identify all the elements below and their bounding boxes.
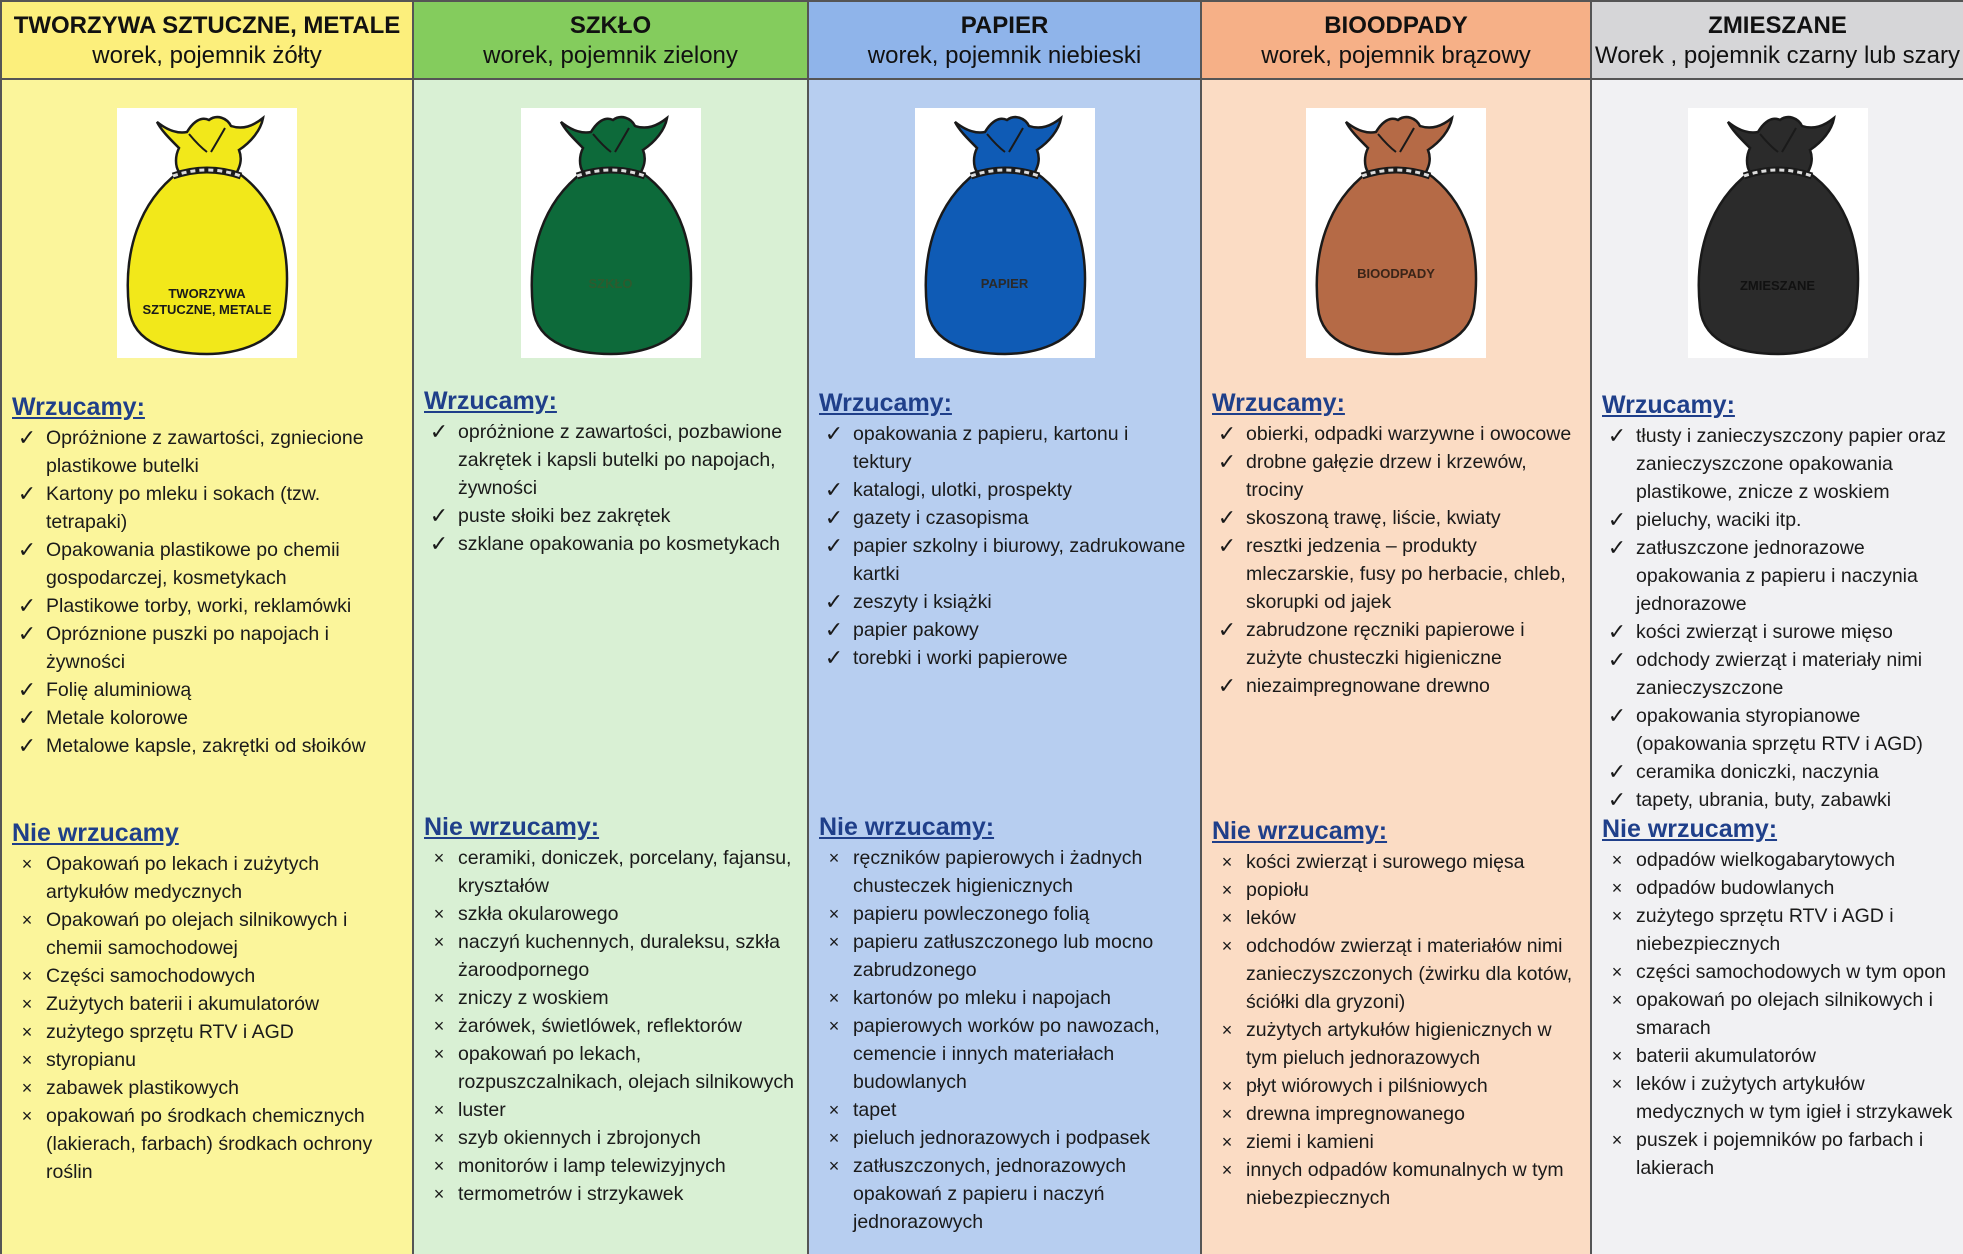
column-title: ZMIESZANE <box>1708 12 1847 39</box>
checkmark-icon: ✓ <box>824 477 844 502</box>
list-item <box>424 1180 799 1208</box>
checkmark-icon: ✓ <box>17 621 37 646</box>
bag-label: ZMIESZANE <box>1739 278 1816 293</box>
cross-icon: × <box>21 1078 33 1098</box>
list-item-text: opakowania z papieru, kartonu i tektury <box>853 423 1129 473</box>
cross-icon: × <box>433 1184 445 1204</box>
column-title: PAPIER <box>960 12 1049 39</box>
list-item <box>1602 758 1955 786</box>
list-item-text: Plastikowe torby, worki, reklamówki <box>46 595 352 617</box>
list-item <box>424 928 799 984</box>
checkmark-icon: ✓ <box>429 419 449 444</box>
cross-icon: × <box>433 904 445 924</box>
list-item-text: zabawek plastikowych <box>46 1077 239 1099</box>
list-item <box>424 1040 799 1096</box>
list-item <box>1602 846 1955 874</box>
column-plastics-metals <box>0 0 414 1254</box>
cross-icon: × <box>1611 1130 1623 1150</box>
checkmark-icon: ✓ <box>1607 647 1627 672</box>
black-bag-icon <box>1688 108 1868 358</box>
rejected-section <box>1602 814 1955 1182</box>
list-item-text: opróżnione z zawartości, pozbawione zakrętek i kapsli butelki po napojach, żywności <box>458 421 783 499</box>
list-item-text: zabrudzone ręczniki papierowe i zużyte chusteczki higieniczne <box>1246 619 1525 669</box>
rejected-section <box>424 812 799 1208</box>
list-item <box>424 984 799 1012</box>
checkmark-icon: ✓ <box>17 425 37 450</box>
list-item <box>12 620 404 676</box>
list-item <box>424 1096 799 1124</box>
rejected-heading: Nie wrzucamy <box>12 819 179 847</box>
list-item <box>424 418 799 502</box>
list-item <box>1602 786 1955 814</box>
list-item <box>1212 1072 1582 1100</box>
list-item-text: pieluchy, waciki itp. <box>1636 509 1802 531</box>
list-item-text: torebki i worki papierowe <box>853 647 1068 669</box>
yellow-bag-icon <box>117 108 297 358</box>
checkmark-icon: ✓ <box>1607 423 1627 448</box>
column-paper <box>809 0 1202 1254</box>
rejected-heading: Nie wrzucamy: <box>1212 817 1388 845</box>
list-item-text: drobne gałęzie drzew i krzewów, trociny <box>1246 451 1527 501</box>
checkmark-icon: ✓ <box>824 533 844 558</box>
bag-label: BIOODPADY <box>1357 266 1435 281</box>
checkmark-icon: ✓ <box>17 705 37 730</box>
checkmark-icon: ✓ <box>1217 673 1237 698</box>
checkmark-icon: ✓ <box>824 505 844 530</box>
list-item-text: Opakowań po lekach i zużytych artykułów medycznych <box>46 853 320 903</box>
list-item-text: odpadów budowlanych <box>1636 877 1835 899</box>
list-item-text: Kartony po mleku i sokach (tzw. tetrapaki) <box>46 483 321 533</box>
list-item <box>424 1012 799 1040</box>
list-item-text: płyt wiórowych i pilśniowych <box>1246 1075 1488 1097</box>
list-item-text: drewna impregnowanego <box>1246 1103 1465 1125</box>
checkmark-icon: ✓ <box>1607 535 1627 560</box>
list-item <box>1602 702 1955 758</box>
accepted-section <box>819 388 1192 672</box>
list-item <box>1212 672 1582 700</box>
accepted-heading: Wrzucamy: <box>1602 391 1735 419</box>
list-item <box>1212 904 1582 932</box>
column-mixed <box>1592 0 1963 1254</box>
list-item-text: ziemi i kamieni <box>1246 1131 1374 1153</box>
bag-label: TWORZYWA SZTUCZNE, METALE <box>142 286 272 317</box>
list-item-text: tapety, ubrania, buty, zabawki <box>1636 789 1892 811</box>
list-item <box>819 1096 1192 1124</box>
rejected-heading: Nie wrzucamy: <box>819 813 995 841</box>
list-item <box>424 502 799 530</box>
cross-icon: × <box>1221 1020 1233 1040</box>
cross-icon: × <box>433 848 445 868</box>
checkmark-icon: ✓ <box>824 421 844 446</box>
list-item-text: odchody zwierząt i materiały nimi zanieczyszczone <box>1636 649 1923 699</box>
cross-icon: × <box>1611 962 1623 982</box>
cross-icon: × <box>1611 1046 1623 1066</box>
column-subtitle: Worek , pojemnik czarny lub szary <box>1594 42 1960 69</box>
list-item-text: Metale kolorowe <box>46 707 188 729</box>
checkmark-icon: ✓ <box>1607 507 1627 532</box>
list-item-text: opakowań po lekach, rozpuszczalnikach, olejach silnikowych <box>458 1043 794 1093</box>
list-item <box>12 1074 404 1102</box>
column-subtitle: worek, pojemnik żółty <box>92 42 322 69</box>
list-item <box>12 990 404 1018</box>
cross-icon: × <box>433 1128 445 1148</box>
accepted-heading: Wrzucamy: <box>819 389 952 417</box>
rejected-heading: Nie wrzucamy: <box>1602 815 1778 843</box>
list-item <box>1602 1126 1955 1182</box>
list-item-text: baterii akumulatorów <box>1636 1045 1816 1067</box>
list-item-text: puste słoiki bez zakrętek <box>458 505 671 527</box>
list-item <box>12 1102 404 1186</box>
list-item-text: styropianu <box>46 1049 136 1071</box>
bag-label: SZKŁO <box>588 276 633 291</box>
list-item <box>1212 848 1582 876</box>
list-item <box>1602 534 1955 618</box>
cross-icon: × <box>1221 1160 1233 1180</box>
accepted-section <box>1212 388 1582 700</box>
checkmark-icon: ✓ <box>1607 759 1627 784</box>
list-item <box>1602 1042 1955 1070</box>
list-item <box>819 420 1192 476</box>
column-header <box>1592 0 1963 80</box>
cross-icon: × <box>828 932 840 952</box>
list-item-text: Części samochodowych <box>46 965 256 987</box>
list-item <box>12 536 404 592</box>
checkmark-icon: ✓ <box>17 677 37 702</box>
column-subtitle: worek, pojemnik brązowy <box>1261 42 1531 69</box>
list-item-text: opakowań po środkach chemicznych (lakierach, farbach) środkach ochrony roślin <box>46 1105 373 1183</box>
list-item <box>12 704 404 732</box>
list-item-text: katalogi, ulotki, prospekty <box>853 479 1072 501</box>
list-item-text: kartonów po mleku i napojach <box>853 987 1111 1009</box>
list-item-text: popiołu <box>1246 879 1309 901</box>
list-item-text: Folię aluminiową <box>46 679 192 701</box>
column-header <box>414 0 807 80</box>
column-biowaste <box>1202 0 1592 1254</box>
list-item <box>819 616 1192 644</box>
list-item <box>1602 618 1955 646</box>
rejected-section <box>819 812 1192 1236</box>
list-item <box>819 928 1192 984</box>
list-item-text: leków i zużytych artykułów medycznych w tym igieł i strzykawek <box>1636 1073 1953 1123</box>
list-item-text: pieluch jednorazowych i podpasek <box>853 1127 1151 1149</box>
list-item <box>819 1124 1192 1152</box>
cross-icon: × <box>21 994 33 1014</box>
cross-icon: × <box>21 854 33 874</box>
list-item-text: Opakowań po olejach silnikowych i chemii samochodowej <box>46 909 348 959</box>
list-item-text: papier szkolny i biurowy, zadrukowane kartki <box>853 535 1186 585</box>
list-item-text: odpadów wielkogabarytowych <box>1636 849 1896 871</box>
cross-icon: × <box>1221 1076 1233 1096</box>
list-item <box>819 984 1192 1012</box>
list-item <box>1602 986 1955 1042</box>
accepted-section <box>12 392 404 760</box>
list-item <box>12 424 404 480</box>
rejected-section <box>12 818 404 1186</box>
list-item <box>1212 504 1582 532</box>
column-title: BIOODPADY <box>1324 12 1468 39</box>
cross-icon: × <box>433 1016 445 1036</box>
list-item <box>1212 532 1582 616</box>
cross-icon: × <box>21 966 33 986</box>
column-subtitle: worek, pojemnik niebieski <box>867 42 1142 69</box>
list-item-text: papierowych worków po nawozach, cemencie i innych materiałach budowlanych <box>853 1015 1160 1093</box>
list-item-text: leków <box>1246 907 1296 929</box>
list-item-text: gazety i czasopisma <box>853 507 1029 529</box>
list-item-text: Metalowe kapsle, zakrętki od słoików <box>46 735 366 757</box>
list-item-text: Opróznione puszki po napojach i żywności <box>46 623 329 673</box>
brown-bag-icon <box>1306 108 1486 358</box>
cross-icon: × <box>828 1016 840 1036</box>
accepted-section <box>1602 390 1955 814</box>
cross-icon: × <box>1221 936 1233 956</box>
list-item-text: luster <box>458 1099 506 1121</box>
list-item <box>12 906 404 962</box>
checkmark-icon: ✓ <box>1607 619 1627 644</box>
cross-icon: × <box>21 910 33 930</box>
cross-icon: × <box>1221 1132 1233 1152</box>
list-item <box>1212 932 1582 1016</box>
checkmark-icon: ✓ <box>1217 533 1237 558</box>
accepted-heading: Wrzucamy: <box>1212 389 1345 417</box>
checkmark-icon: ✓ <box>429 503 449 528</box>
checkmark-icon: ✓ <box>824 617 844 642</box>
list-item-text: części samochodowych w tym opon <box>1636 961 1946 983</box>
cross-icon: × <box>828 988 840 1008</box>
cross-icon: × <box>433 1044 445 1064</box>
checkmark-icon: ✓ <box>1217 421 1237 446</box>
list-item <box>819 900 1192 928</box>
list-item-text: zużytego sprzętu RTV i AGD <box>46 1021 294 1043</box>
list-item-text: puszek i pojemników po farbach i lakierach <box>1636 1129 1924 1179</box>
list-item <box>424 900 799 928</box>
cross-icon: × <box>433 1156 445 1176</box>
list-item <box>1602 874 1955 902</box>
list-item-text: szkła okularowego <box>458 903 619 925</box>
list-item <box>819 1012 1192 1096</box>
list-item-text: monitorów i lamp telewizyjnych <box>458 1155 726 1177</box>
list-item-text: opakowań po olejach silnikowych i smarach <box>1636 989 1934 1039</box>
bag-label: PAPIER <box>980 276 1029 291</box>
cross-icon: × <box>1611 850 1623 870</box>
checkmark-icon: ✓ <box>17 537 37 562</box>
list-item-text: zużytych artykułów higienicznych w tym pieluch jednorazowych <box>1246 1019 1552 1069</box>
list-item-text: szyb okiennych i zbrojonych <box>458 1127 701 1149</box>
list-item <box>424 844 799 900</box>
column-title: SZKŁO <box>569 12 652 39</box>
cross-icon: × <box>21 1050 33 1070</box>
list-item <box>819 644 1192 672</box>
list-item-text: ceramiki, doniczek, porcelany, fajansu, kryształów <box>458 847 792 897</box>
list-item <box>1212 420 1582 448</box>
checkmark-icon: ✓ <box>17 593 37 618</box>
list-item-text: opakowania styropianowe (opakowania sprzętu RTV i AGD) <box>1636 705 1923 755</box>
list-item-text: resztki jedzenia – produkty mleczarskie, fusy po herbacie, chleb, skorupki od jajek <box>1246 535 1566 613</box>
rejected-section <box>1212 816 1582 1212</box>
cross-icon: × <box>828 1100 840 1120</box>
list-item-text: Zużytych baterii i akumulatorów <box>46 993 320 1015</box>
column-header <box>1202 0 1590 80</box>
list-item-text: zniczy z woskiem <box>458 987 609 1009</box>
list-item-text: zatłuszczonych, jednorazowych opakowań z papieru i naczyń jednorazowych <box>853 1155 1127 1233</box>
list-item-text: naczyń kuchennych, duraleksu, szkła żaroodpornego <box>458 931 780 981</box>
cross-icon: × <box>433 932 445 952</box>
accepted-section <box>424 386 799 558</box>
list-item <box>1602 506 1955 534</box>
list-item-text: kości zwierząt i surowego mięsa <box>1246 851 1525 873</box>
list-item <box>424 1124 799 1152</box>
checkmark-icon: ✓ <box>17 733 37 758</box>
list-item <box>1212 1156 1582 1212</box>
list-item-text: niezaimpregnowane drewno <box>1246 675 1490 697</box>
list-item-text: innych odpadów komunalnych w tym niebezpiecznych <box>1246 1159 1564 1209</box>
cross-icon: × <box>828 1156 840 1176</box>
list-item <box>12 1046 404 1074</box>
list-item <box>819 504 1192 532</box>
list-item-text: ręczników papierowych i żadnych chusteczek higienicznych <box>853 847 1143 897</box>
list-item-text: termometrów i strzykawek <box>458 1183 684 1205</box>
column-subtitle: worek, pojemnik zielony <box>483 42 738 69</box>
cross-icon: × <box>1221 880 1233 900</box>
list-item-text: papieru powleczonego folią <box>853 903 1090 925</box>
list-item <box>1602 902 1955 958</box>
cross-icon: × <box>433 1100 445 1120</box>
accepted-heading: Wrzucamy: <box>12 393 145 421</box>
list-item-text: skoszoną trawę, liście, kwiaty <box>1246 507 1501 529</box>
list-item-text: Opakowania plastikowe po chemii gospodarczej, kosmetykach <box>46 539 340 589</box>
cross-icon: × <box>1611 878 1623 898</box>
list-item <box>424 530 799 558</box>
column-title: TWORZYWA SZTUCZNE, METALE <box>13 12 401 39</box>
list-item <box>1602 646 1955 702</box>
list-item <box>1212 1016 1582 1072</box>
list-item <box>819 588 1192 616</box>
list-item <box>819 532 1192 588</box>
list-item-text: kości zwierząt i surowe mięso <box>1636 621 1893 643</box>
list-item <box>1212 876 1582 904</box>
cross-icon: × <box>1611 1074 1623 1094</box>
checkmark-icon: ✓ <box>1607 787 1627 812</box>
list-item-text: żarówek, świetlówek, reflektorów <box>458 1015 742 1037</box>
cross-icon: × <box>21 1022 33 1042</box>
list-item-text: szklane opakowania po kosmetykach <box>458 533 780 555</box>
list-item <box>1212 448 1582 504</box>
list-item-text: papieru zatłuszczonego lub mocno zabrudzonego <box>853 931 1154 981</box>
list-item <box>12 676 404 704</box>
list-item <box>1212 1100 1582 1128</box>
column-header <box>2 0 412 80</box>
list-item-text: odchodów zwierząt i materiałów nimi zanieczyszczonych (żwirku dla kotów, ściółki dla gryzoni) <box>1246 935 1573 1013</box>
list-item <box>819 844 1192 900</box>
checkmark-icon: ✓ <box>1607 703 1627 728</box>
cross-icon: × <box>1611 906 1623 926</box>
list-item-text: ceramika doniczki, naczynia <box>1636 761 1879 783</box>
list-item-text: zatłuszczone jednorazowe opakowania z papieru i naczynia jednorazowe <box>1636 537 1918 615</box>
checkmark-icon: ✓ <box>1217 617 1237 642</box>
list-item-text: tłusty i zanieczyszczony papier oraz zanieczyszczone opakowania plastikowe, znicze z woskiem <box>1636 425 1946 503</box>
list-item-text: obierki, odpadki warzywne i owocowe <box>1246 423 1572 445</box>
cross-icon: × <box>828 904 840 924</box>
blue-bag-icon <box>915 108 1095 358</box>
list-item-text: zeszyty i książki <box>853 591 992 613</box>
list-item <box>1212 1128 1582 1156</box>
list-item-text: tapet <box>853 1099 897 1121</box>
rejected-heading: Nie wrzucamy: <box>424 813 600 841</box>
green-bag-icon <box>521 108 701 358</box>
list-item <box>424 1152 799 1180</box>
list-item <box>1602 422 1955 506</box>
list-item <box>1602 958 1955 986</box>
list-item <box>819 476 1192 504</box>
column-glass <box>414 0 809 1254</box>
cross-icon: × <box>1221 908 1233 928</box>
checkmark-icon: ✓ <box>824 589 844 614</box>
list-item <box>819 1152 1192 1236</box>
list-item <box>1602 1070 1955 1126</box>
list-item <box>12 592 404 620</box>
checkmark-icon: ✓ <box>17 481 37 506</box>
checkmark-icon: ✓ <box>429 531 449 556</box>
list-item <box>12 962 404 990</box>
list-item <box>1212 616 1582 672</box>
column-header <box>809 0 1200 80</box>
cross-icon: × <box>1221 852 1233 872</box>
list-item-text: papier pakowy <box>853 619 979 641</box>
cross-icon: × <box>433 988 445 1008</box>
checkmark-icon: ✓ <box>824 645 844 670</box>
cross-icon: × <box>21 1106 33 1126</box>
cross-icon: × <box>1611 990 1623 1010</box>
list-item <box>12 1018 404 1046</box>
list-item <box>12 850 404 906</box>
cross-icon: × <box>1221 1104 1233 1124</box>
cross-icon: × <box>828 1128 840 1148</box>
accepted-heading: Wrzucamy: <box>424 387 557 415</box>
list-item <box>12 732 404 760</box>
checkmark-icon: ✓ <box>1217 449 1237 474</box>
list-item <box>12 480 404 536</box>
list-item-text: Opróżnione z zawartości, zgniecione plastikowe butelki <box>46 427 364 477</box>
cross-icon: × <box>828 848 840 868</box>
list-item-text: zużytego sprzętu RTV i AGD i niebezpiecznych <box>1636 905 1894 955</box>
checkmark-icon: ✓ <box>1217 505 1237 530</box>
